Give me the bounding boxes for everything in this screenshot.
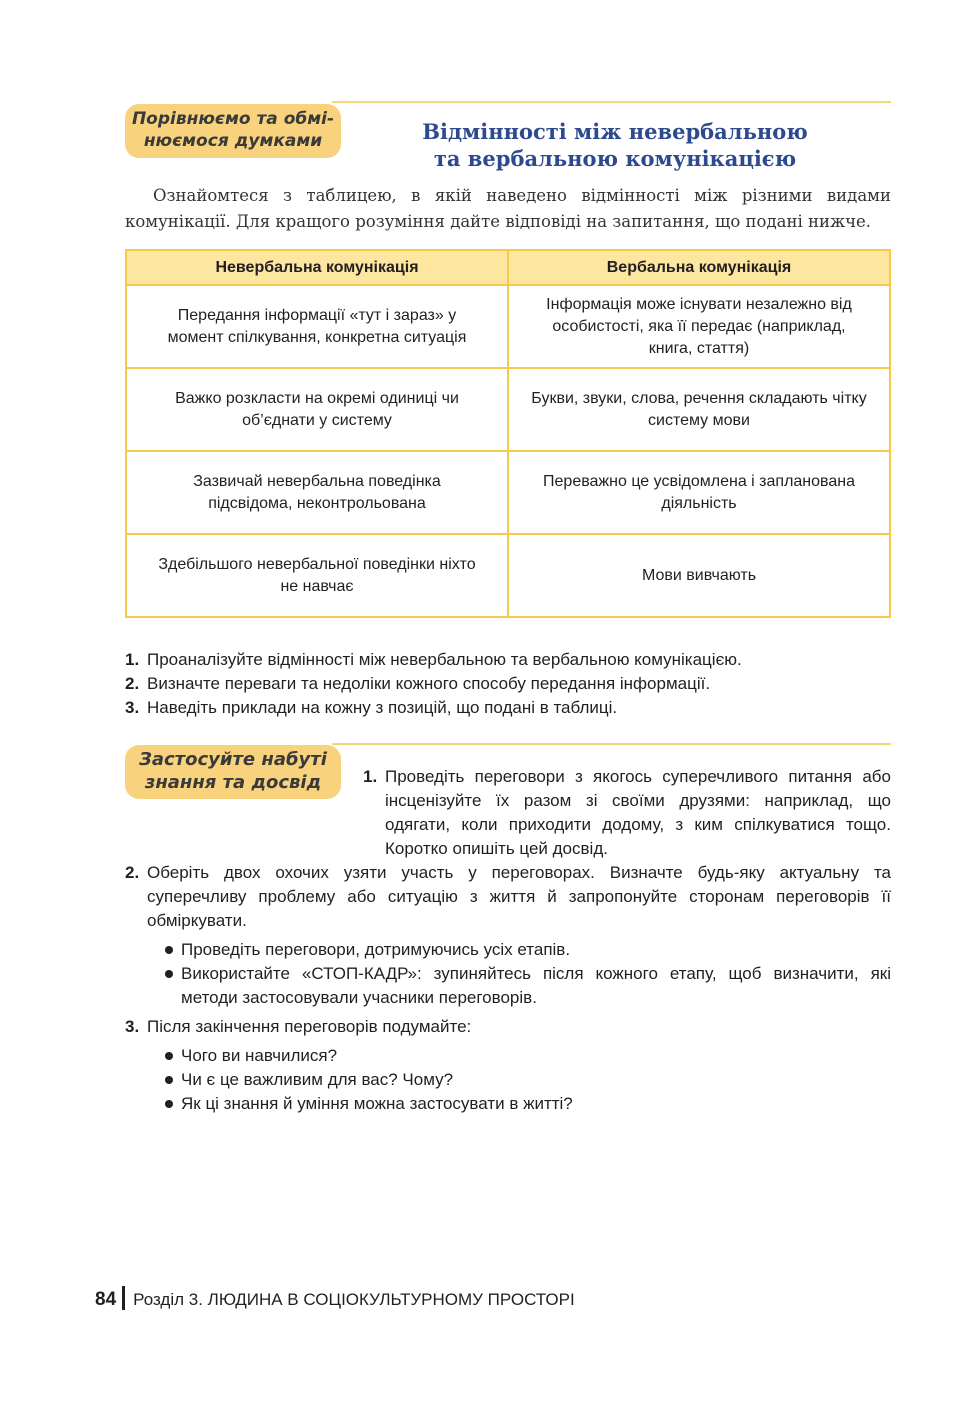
bullet-text: Використайте «СТОП-КАДР»: зупиняйтесь після кожного етапу, щоб визначити, які методи застосовували учасники переговорів.: [181, 964, 891, 1007]
comparison-table: [125, 249, 891, 618]
table-row: [126, 534, 890, 617]
list-item: [125, 1015, 891, 1039]
bullet-item: [163, 938, 891, 962]
column-header-nonverbal: Невербальна комунікація: [126, 250, 508, 285]
bullet-icon: [165, 970, 173, 978]
bullet-icon: [165, 1100, 173, 1108]
badge-line: Застосуйте набуті: [139, 749, 327, 770]
task-list-first: [363, 765, 891, 861]
bullet-text: Чого ви навчилися?: [181, 1046, 338, 1065]
list-item: [125, 861, 891, 933]
footer-separator: [122, 1286, 125, 1310]
table-header-row: [126, 250, 890, 285]
table-cell: Букви, звуки, слова, речення складають чітку систему мови: [508, 368, 890, 451]
item-number: 2.: [125, 863, 140, 882]
item-number: 3.: [125, 1017, 140, 1036]
list-item: [363, 765, 891, 861]
section-divider-top: [332, 101, 891, 103]
table-cell: Передання інформації «тут і зараз» у момент спілкування, конкретна ситуація: [126, 285, 508, 368]
item-number: 3.: [125, 698, 140, 717]
bullet-icon: [165, 1052, 173, 1060]
list-item: [125, 648, 891, 672]
bullet-list: [163, 1044, 891, 1116]
heading-line: та вербальною комунікацією: [433, 146, 797, 171]
bullet-list: [163, 938, 891, 1010]
bullet-text: Чи є це важливим для вас? Чому?: [181, 1070, 454, 1089]
heading-line: Відмінності між невербальною: [422, 119, 808, 144]
item-text: Наведіть приклади на кожну з позицій, що подані в таблиці.: [147, 698, 618, 717]
badge-line: Порівнюємо та обмі-: [131, 109, 335, 129]
bullet-icon: [165, 946, 173, 954]
table-cell: Інформація може існувати незалежно від особистості, яка її передає (наприклад, книга, стаття): [508, 285, 890, 368]
page-number: 84: [95, 1289, 117, 1310]
intro-paragraph: Ознайомтеся з таблицею, в якій наведено відмінності між різними видами комунікації. Для кращого розуміння дайте відповіді на запитання, що подані нижче.: [125, 186, 891, 231]
table-row: [126, 368, 890, 451]
item-text: Визначте переваги та недоліки кожного способу передання інформації.: [147, 674, 711, 693]
table-cell: Важко розкласти на окремі одиниці чи об’єднати у систему: [126, 368, 508, 451]
item-text: Проаналізуйте відмінності між невербальною та вербальною комунікацією.: [147, 650, 742, 669]
bullet-icon: [165, 1076, 173, 1084]
badge-line: знання та досвід: [144, 772, 322, 793]
item-text: Проведіть переговори з якогось суперечливого питання або інсценізуйте їх разом зі своїми друзями: наприклад, що одягати, коли приходити додому, з ким спілкуватися тощо. Коротко опишіть цей досвід.: [385, 767, 891, 858]
list-item: [125, 696, 891, 720]
bullet-text: Як ці знання й уміння можна застосувати в житті?: [181, 1094, 573, 1113]
item-number: 1.: [125, 650, 140, 669]
bullet-item: [163, 962, 891, 1010]
item-text: Після закінчення переговорів подумайте:: [147, 1017, 472, 1036]
page-footer: [95, 1286, 575, 1311]
section-heading: [400, 118, 830, 172]
table-cell: Переважно це усвідомлена і запланована діяльність: [508, 451, 890, 534]
task-list-rest: [125, 861, 891, 1116]
section-divider-apply: [332, 743, 891, 745]
bullet-item: [163, 1068, 891, 1092]
table-row: [126, 451, 890, 534]
table-cell: Мови вивчають: [508, 534, 890, 617]
item-number: 2.: [125, 674, 140, 693]
table-cell: Здебільшого невербальної поведінки ніхто не навчає: [126, 534, 508, 617]
item-number: 1.: [363, 767, 378, 786]
table-cell: Зазвичай невербальна поведінка підсвідома, неконтрольована: [126, 451, 508, 534]
bullet-text: Проведіть переговори, дотримуючись усіх етапів.: [181, 940, 571, 959]
item-text: Оберіть двох охочих узяти участь у переговорах. Визначте будь-яку актуальну та суперечливу проблему або ситуацію з життя й запропонуйте сторонам переговорів її обміркувати.: [147, 863, 891, 930]
questions-list: [125, 648, 891, 720]
table-row: [126, 285, 890, 368]
bullet-item: [163, 1044, 891, 1068]
section-badge-compare: [125, 104, 341, 158]
bullet-item: [163, 1092, 891, 1116]
section-badge-apply: [125, 745, 341, 799]
column-header-verbal: Вербальна комунікація: [508, 250, 890, 285]
chapter-title: Розділ 3. ЛЮДИНА В СОЦІОКУЛЬТУРНОМУ ПРОСТОРІ: [133, 1290, 575, 1309]
badge-line: нюємося думками: [143, 131, 323, 151]
list-item: [125, 672, 891, 696]
